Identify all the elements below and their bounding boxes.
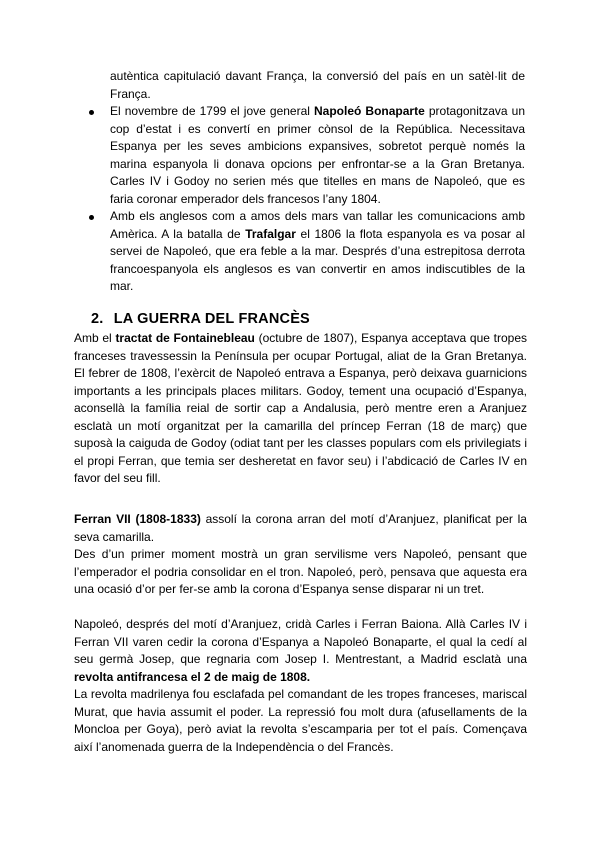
- bullet-dot-icon: [89, 215, 94, 220]
- bullet-dot-icon: [89, 110, 94, 115]
- section-title: LA GUERRA DEL FRANCÈS: [113, 311, 310, 327]
- paragraph-ferran: Ferran VII (1808-1833) assolí la corona arran del motí d’Aranjuez, planificat per la seva camarilla.: [74, 512, 527, 544]
- paragraph-baiona: Napoleó, després del motí d’Aranjuez, cridà Carles i Ferran Baiona. Allà Carles IV i Ferran VII varen cedir la corona d’Espanya a Napoleó Bonaparte, el qual la cedí al seu germà Josep, que regnaria com Josep I. Mentrestant, a Madrid esclatà una revolta antifrancesa el 2 de maig de 1808.: [74, 617, 527, 684]
- bullet-bold-text: Napoleó Bonaparte: [314, 104, 425, 118]
- bullet-item-trafalgar: [110, 208, 525, 296]
- section-number: 2.: [91, 311, 104, 327]
- bullet-item-napoleo: [110, 103, 525, 208]
- body-text: [74, 330, 527, 756]
- section-heading: [91, 311, 310, 329]
- bullet-text: el 1806 la flota espanyola es va posar al servei de Napoleó, que era feble a la mar. Després d’una estrepitosa derrota francoespanyola els anglesos es van convertir en amos indiscutibles de la mar.: [110, 226, 525, 293]
- bullet-text: protagonitzava un cop d’estat i es convertí en primer cònsol de la República. Necessitava Espanya per les seves ambicions expansives, sobretot perquè només la marina espanyola li donava opcions per enfrontar-se a la Gran Bretanya. Carles IV i Godoy no serien més que titelles en mans de Napoleó, que es faria coronar emperador dels francesos l’any 1804.: [110, 104, 526, 206]
- bullet-text: Amb els anglesos com a amos dels mars van tallar les comunicacions amb Amèrica. A la batalla de: [110, 209, 525, 241]
- bullet-text: El novembre de 1799 el jove general: [110, 104, 315, 118]
- paragraph-revolta: La revolta madrilenya fou esclafada pel comandant de les tropes franceses, mariscal Murat, que havia assumit el poder. La repressió fou molt dura (afusellaments de la Moncloa per Goya), però aviat la revolta s’escamparia per tot el país. Començava així l’anomenada guerra de la Independència o del Francès.: [74, 687, 527, 754]
- paragraph-fontainebleau: Amb el tractat de Fontainebleau (octubre de 1807), Espanya acceptava que tropes franceses travessessin la Península per ocupar Portugal, aliat de la Gran Bretanya. El febrer de 1808, l’exèrcit de Napoleó entrava a Espanya, però deixava guarnicions importants a les principals places militars. Godoy, tement una ocupació d’Espanya, aconsellà la família reial de sortir cap a Andalusia, però mentre eren a Aranjuez esclatà un motí organitzat per la camarilla del príncep Ferran (18 de març) que suposà la caiguda de Godoy (odiat tant per les classes populars com els privilegiats i el propi Ferran, que temia ser desheretat en favor seu) i l’abdicació de Carles IV en favor del seu fill.: [74, 331, 527, 485]
- bullet-bold-text: Trafalgar: [245, 226, 296, 241]
- bullet-list: [110, 68, 525, 296]
- bullet-continuation-text: autèntica capitulació davant França, la conversió del país en un satèl·lit de França.: [110, 69, 525, 101]
- paragraph-servilisme: Des d’un primer moment mostrà un gran servilisme vers Napoleó, pensant que l’emperador el podria consolidar en el tron. Napoleó, però, pensava que aquesta era una ocasió d’or per fer-se amb la corona d’Espanya sense disparar ni un tret.: [74, 547, 527, 596]
